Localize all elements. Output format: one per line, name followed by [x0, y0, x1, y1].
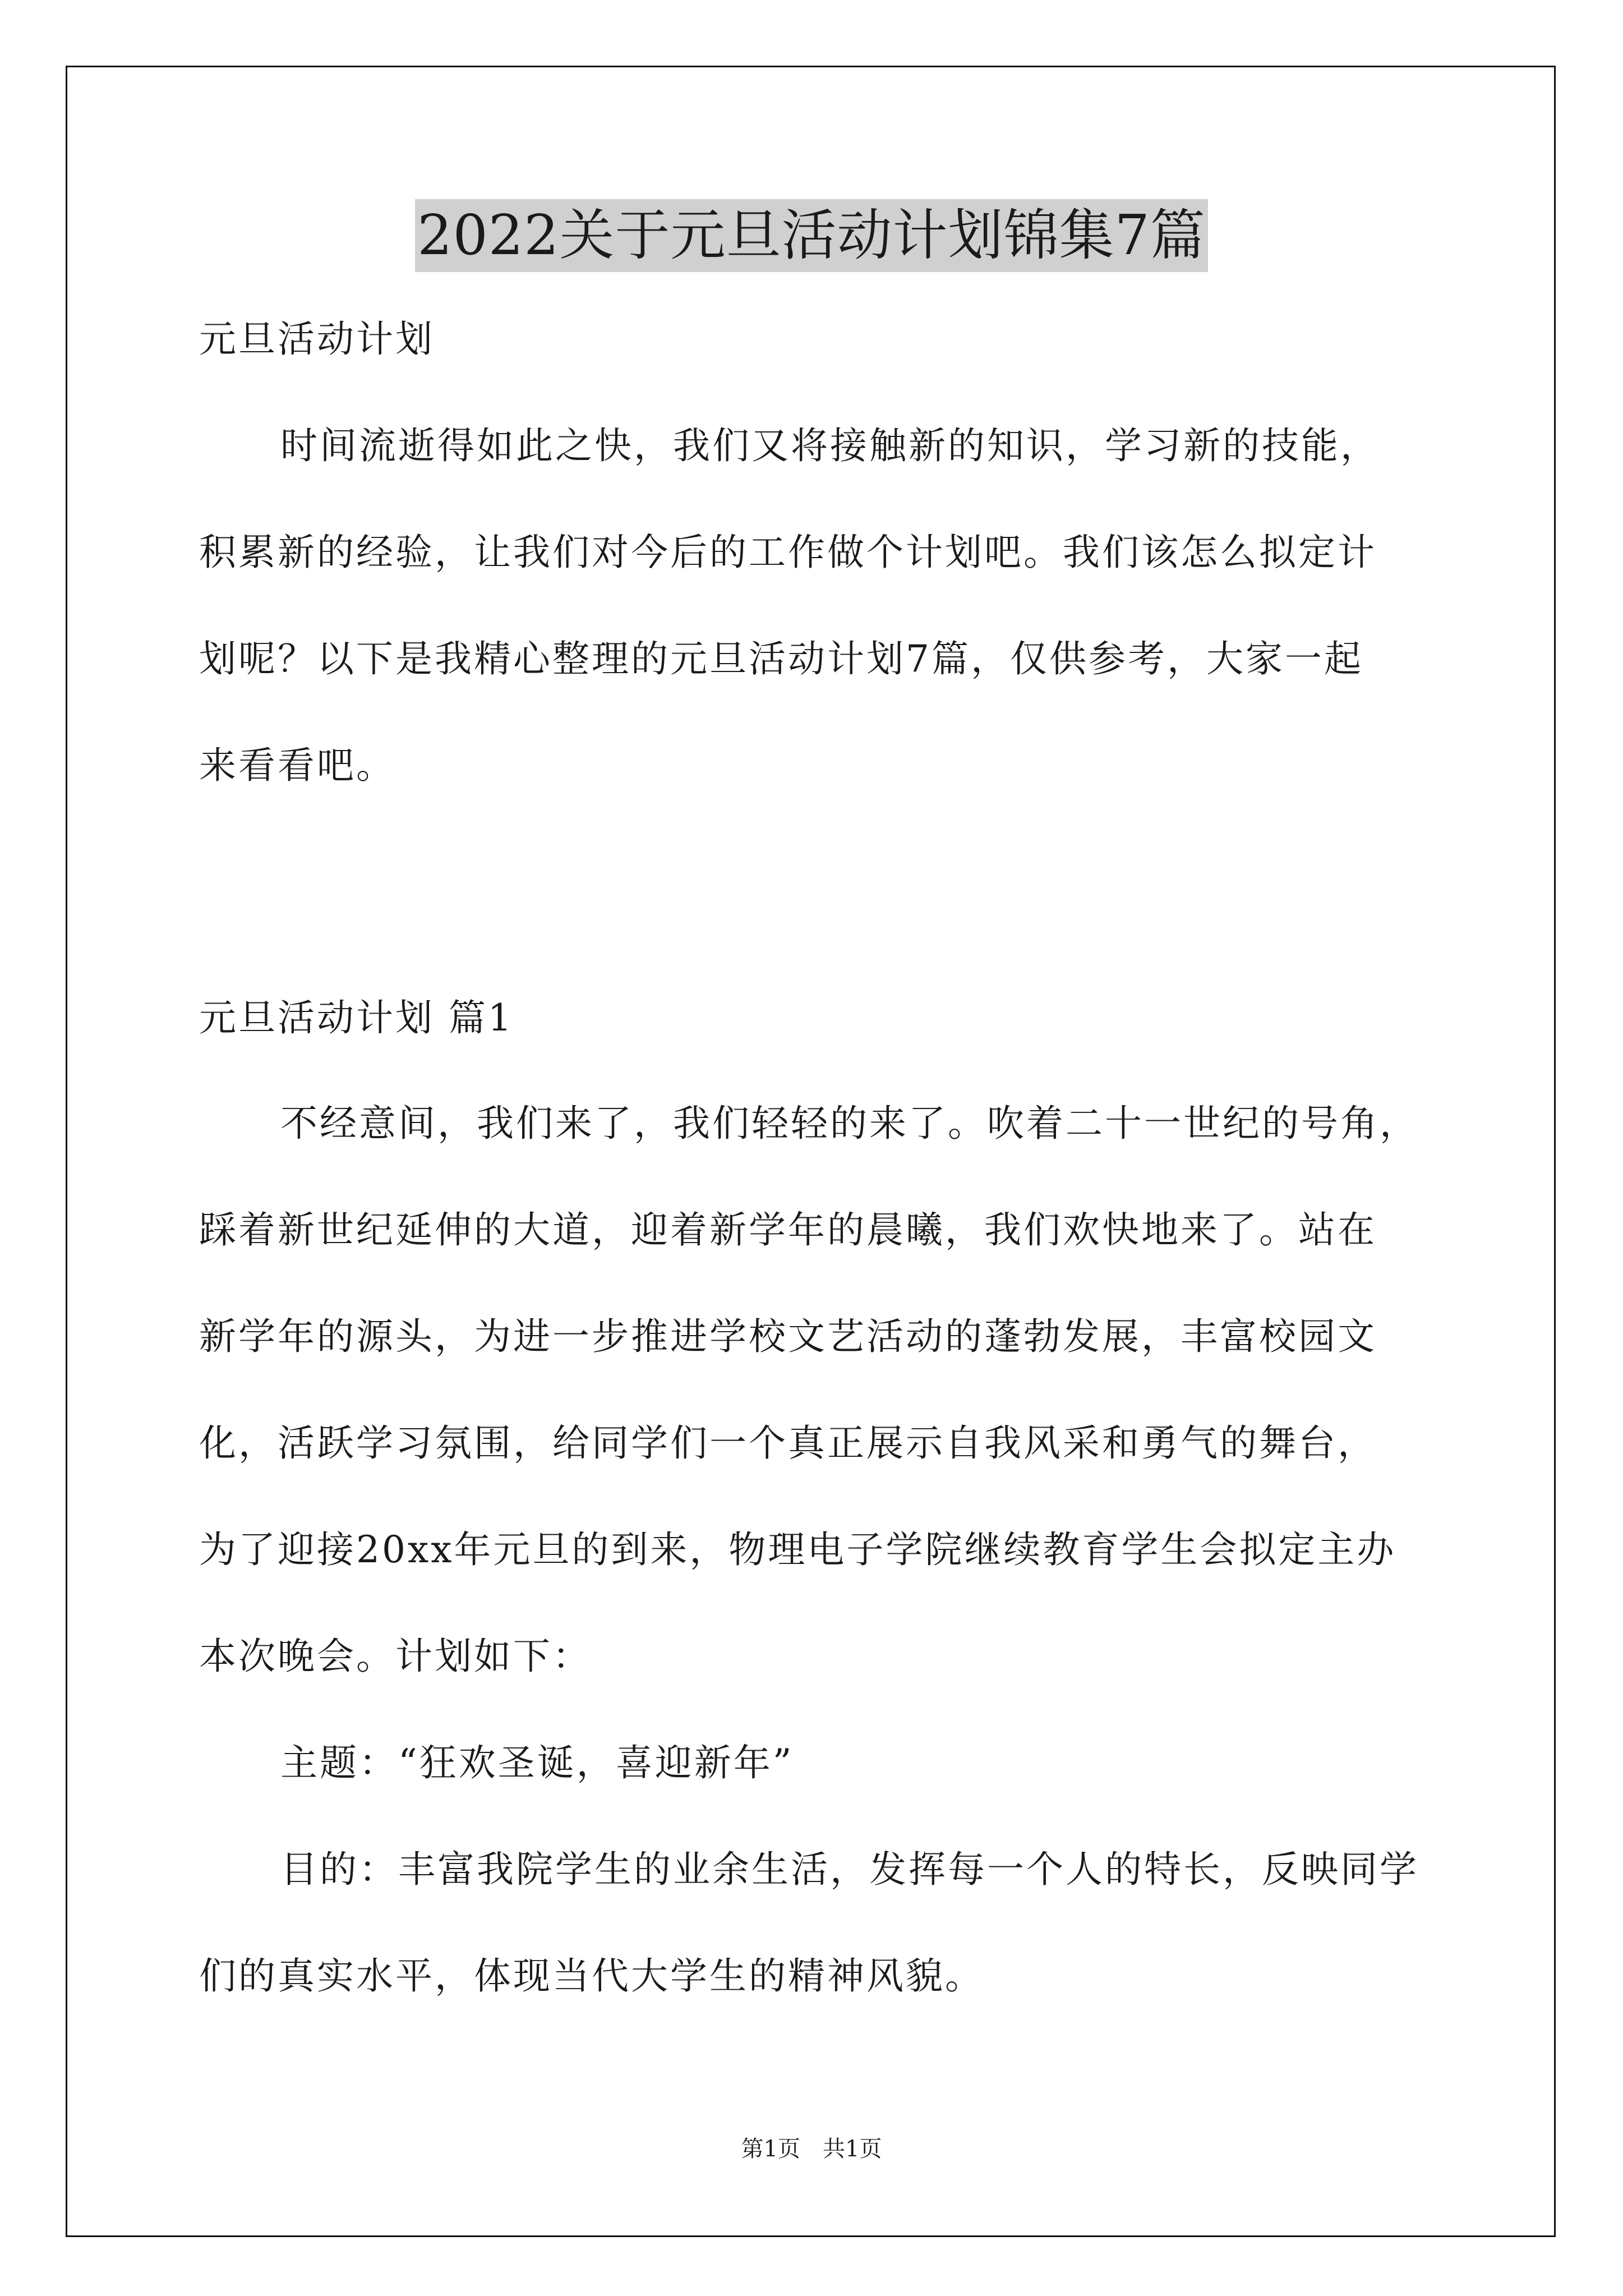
- document-title: 2022关于元旦活动计划锦集7篇: [415, 199, 1208, 272]
- paragraph-line: 化，活跃学习氛围，给同学们一个真正展示自我风采和勇气的舞台，: [199, 1421, 1377, 1465]
- page-footer: [0, 2135, 1623, 2163]
- section-heading: 元旦活动计划 篇1: [199, 996, 514, 1039]
- paragraph-line: 目的：丰富我院学生的业余生活，发挥每一个人的特长，反映同学: [280, 1848, 1419, 1891]
- paragraph-line: 不经意间，我们来了，我们轻轻的来了。吹着二十一世纪的号角，: [280, 1102, 1419, 1145]
- paragraph-line: 划呢？以下是我精心整理的元旦活动计划7篇，仅供参考，大家一起: [199, 637, 1363, 680]
- title-wrap: [0, 199, 1623, 272]
- paragraph-line: 时间流逝得如此之快，我们又将接触新的知识，学习新的技能，: [280, 424, 1380, 467]
- page-total: 共1页: [823, 2136, 882, 2162]
- paragraph-line: 本次晚会。计划如下：: [199, 1635, 592, 1678]
- paragraph-line: 积累新的经验，让我们对今后的工作做个计划吧。我们该怎么拟定计: [199, 531, 1377, 574]
- page-number: 第1页: [741, 2136, 800, 2162]
- paragraph-line: 们的真实水平，体现当代大学生的精神风貌。: [199, 1954, 984, 1998]
- paragraph-line: 新学年的源头，为进一步推进学校文艺活动的蓬勃发展，丰富校园文: [199, 1315, 1377, 1358]
- paragraph-line: 主题：“狂欢圣诞，喜迎新年”: [280, 1741, 794, 1784]
- section-heading: 元旦活动计划: [199, 318, 435, 361]
- paragraph-line: 为了迎接20xx年元旦的到来，物理电子学院继续教育学生会拟定主办: [199, 1528, 1396, 1571]
- paragraph-line: 踩着新世纪延伸的大道，迎着新学年的晨曦，我们欢快地来了。站在: [199, 1208, 1377, 1251]
- paragraph-line: 来看看吧。: [199, 744, 395, 787]
- page-border: [66, 66, 1556, 2237]
